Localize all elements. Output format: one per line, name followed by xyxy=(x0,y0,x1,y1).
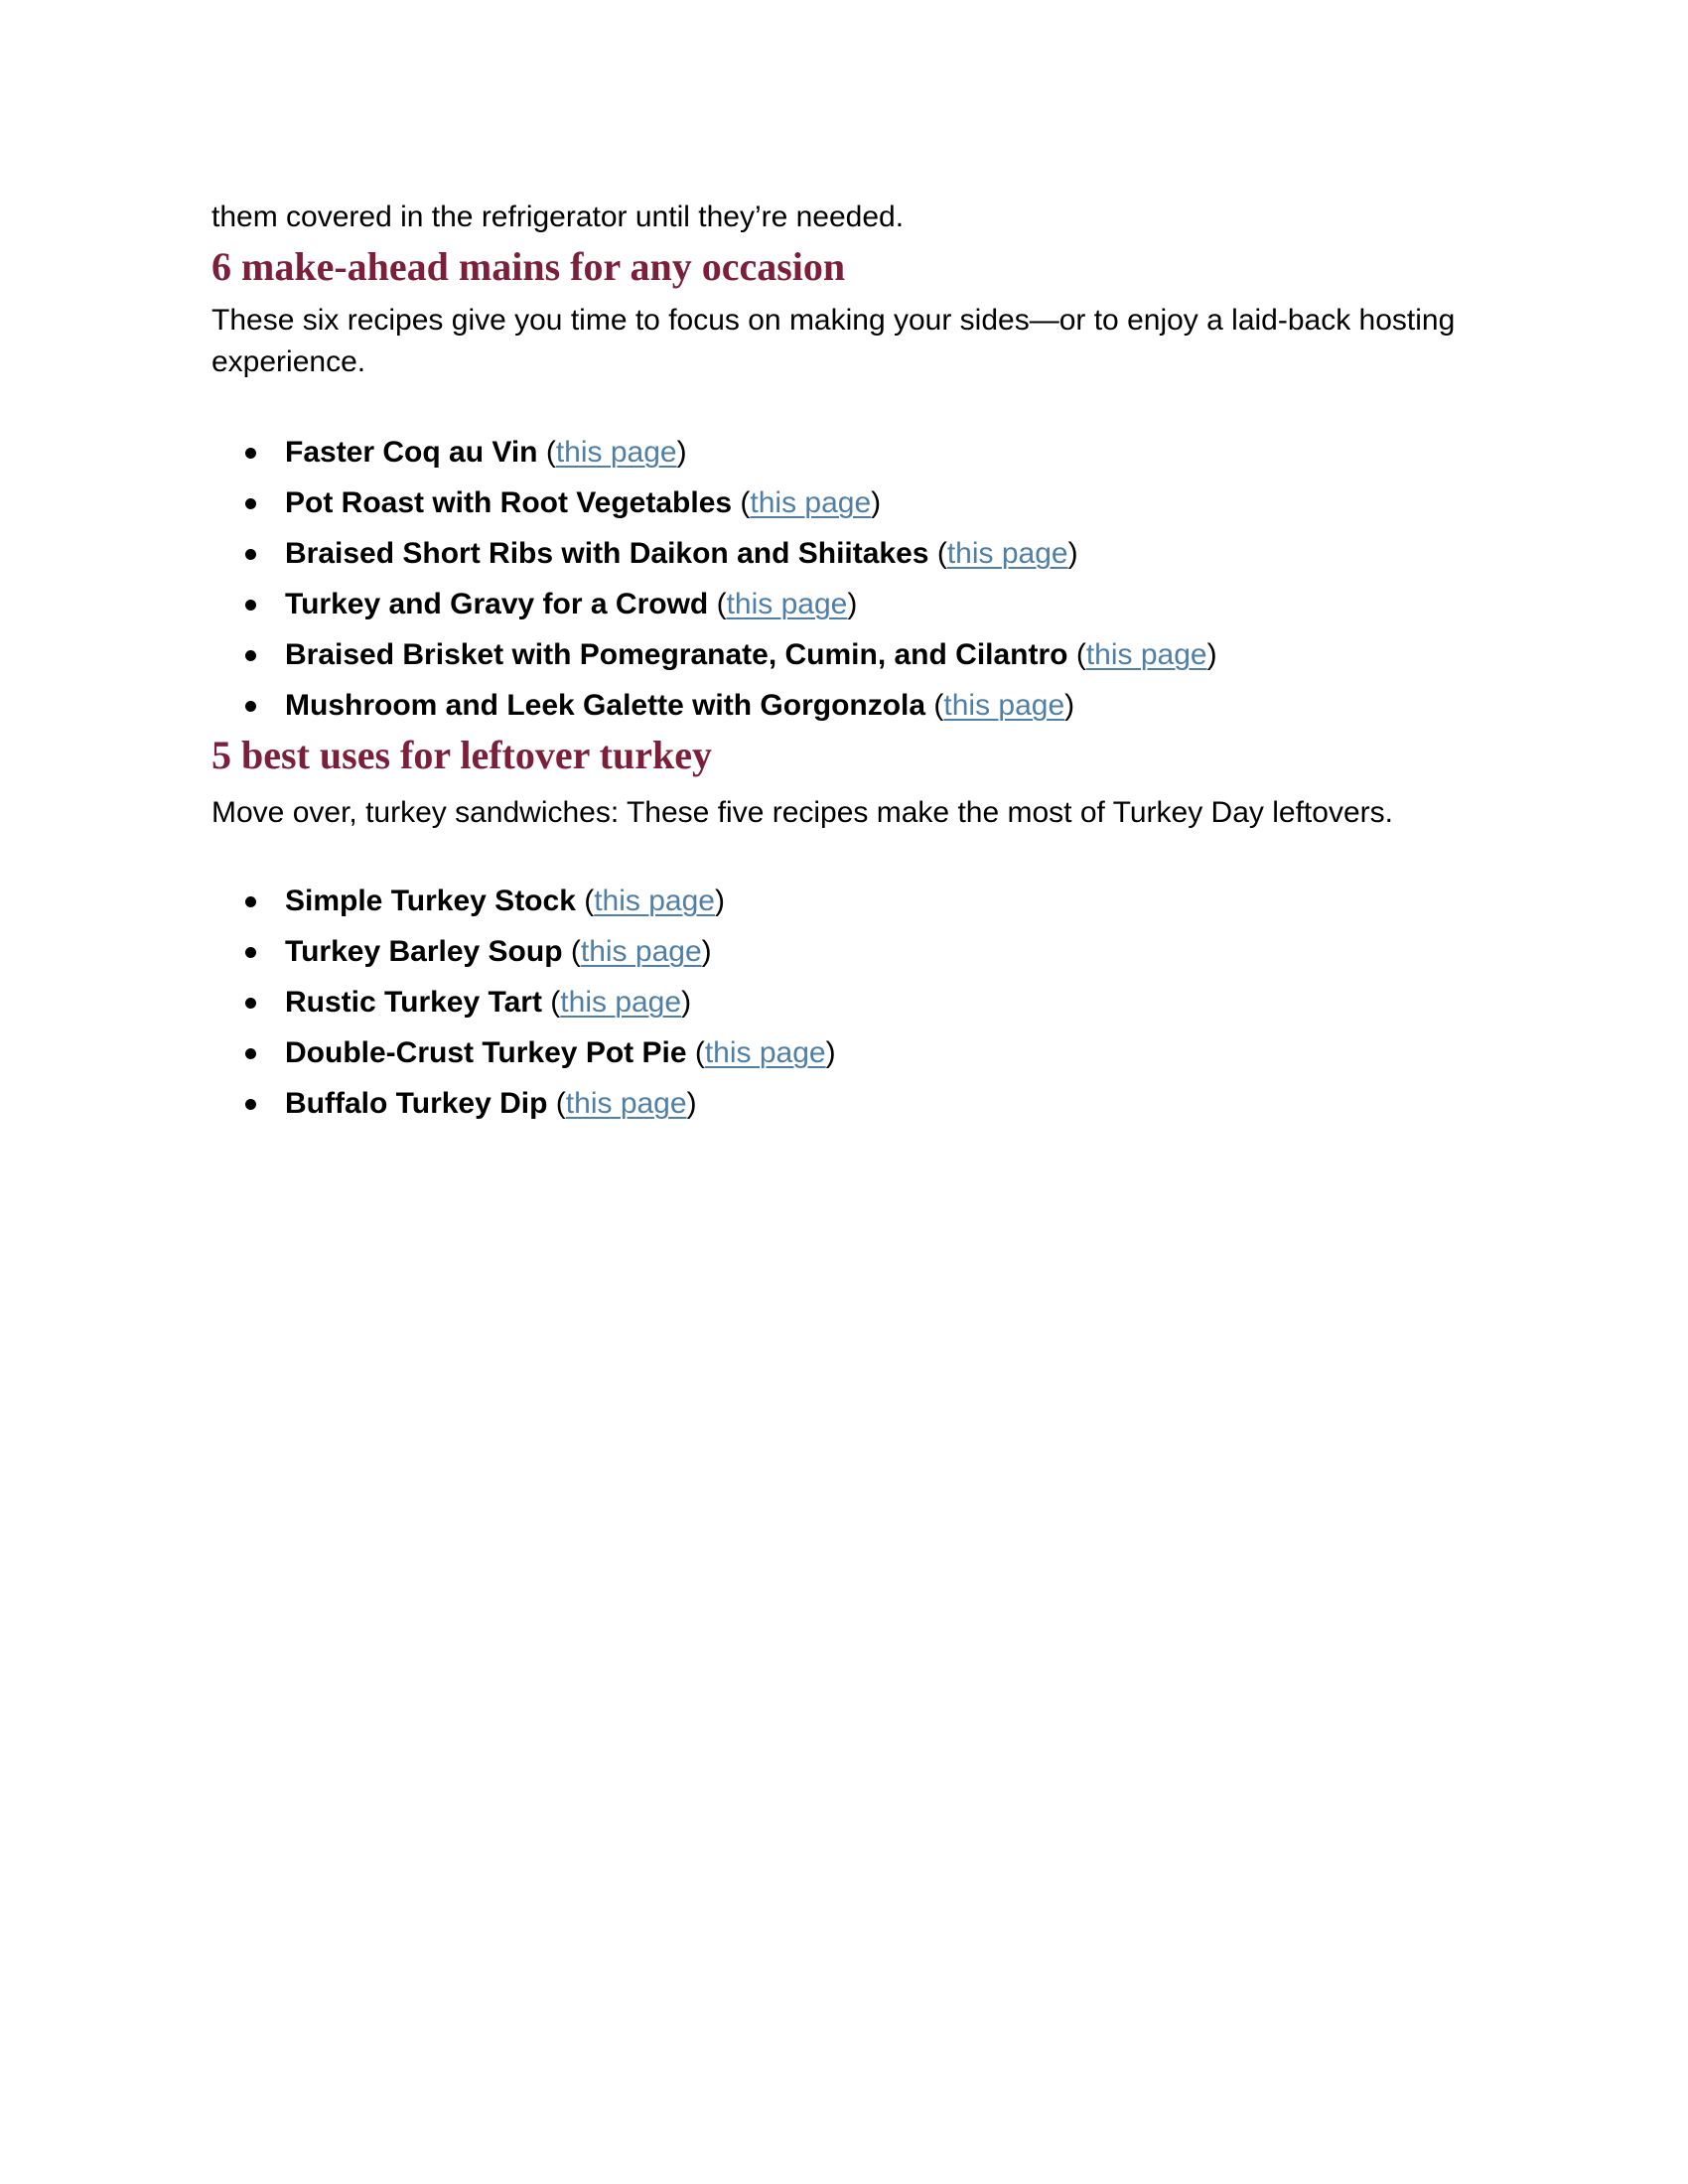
recipe-link[interactable]: this page xyxy=(594,885,715,917)
list-item: Rustic Turkey Tart (this page) xyxy=(211,977,1492,1027)
recipe-title: Buffalo Turkey Dip xyxy=(285,1087,548,1120)
recipe-title: Pot Roast with Root Vegetables xyxy=(285,486,733,519)
bullet-icon xyxy=(245,549,256,560)
bullet-icon xyxy=(245,448,256,459)
bullet-icon xyxy=(245,896,256,907)
leftover-turkey-list xyxy=(211,876,1492,1129)
recipe-link[interactable]: this page xyxy=(1085,638,1207,671)
recipe-link[interactable]: this page xyxy=(580,935,702,968)
recipe-title: Mushroom and Leek Galette with Gorgonzola xyxy=(285,689,926,722)
recipe-link[interactable]: this page xyxy=(704,1036,826,1069)
list-item: Turkey Barley Soup (this page) xyxy=(211,926,1492,977)
list-item: Turkey and Gravy for a Crowd (this page) xyxy=(211,579,1492,629)
list-item: Pot Roast with Root Vegetables (this page) xyxy=(211,478,1492,528)
bullet-icon xyxy=(245,998,256,1009)
recipe-title: Braised Brisket with Pomegranate, Cumin, and Cilantro xyxy=(285,638,1068,671)
section-intro-leftover-turkey: Move over, turkey sandwiches: These five recipes make the most of Turkey Day leftovers. xyxy=(211,796,1393,829)
recipe-link[interactable]: this page xyxy=(943,689,1065,722)
list-item: Braised Brisket with Pomegranate, Cumin, and Cilantro (this page) xyxy=(211,629,1492,680)
section-intro-make-ahead-mains: These six recipes give you time to focus on making your sides—or to enjoy a laid-back hosting experience. xyxy=(211,304,1456,378)
recipe-title: Double-Crust Turkey Pot Pie xyxy=(285,1036,687,1069)
document-page xyxy=(211,197,1492,1129)
bullet-icon xyxy=(245,701,256,712)
recipe-link[interactable]: this page xyxy=(560,986,682,1019)
recipe-link[interactable]: this page xyxy=(555,436,677,469)
recipe-link[interactable]: this page xyxy=(946,537,1068,570)
bullet-icon xyxy=(245,947,256,958)
recipe-title: Turkey and Gravy for a Crowd xyxy=(285,588,709,620)
continued-paragraph: them covered in the refrigerator until they’re needed. xyxy=(211,201,905,233)
bullet-icon xyxy=(245,1099,256,1110)
list-item: Faster Coq au Vin (this page) xyxy=(211,427,1492,478)
recipe-title: Rustic Turkey Tart xyxy=(285,986,542,1019)
recipe-title: Braised Short Ribs with Daikon and Shiitakes xyxy=(285,537,929,570)
bullet-icon xyxy=(245,650,256,661)
bullet-icon xyxy=(245,600,256,611)
recipe-title: Turkey Barley Soup xyxy=(285,935,563,968)
section-heading-leftover-turkey: 5 best uses for leftover turkey xyxy=(211,733,712,777)
list-item: Double-Crust Turkey Pot Pie (this page) xyxy=(211,1027,1492,1078)
make-ahead-mains-list xyxy=(211,427,1492,731)
list-item: Mushroom and Leek Galette with Gorgonzola (this page) xyxy=(211,680,1492,731)
list-item: Buffalo Turkey Dip (this page) xyxy=(211,1078,1492,1129)
bullet-icon xyxy=(245,498,256,509)
section-heading-make-ahead-mains: 6 make-ahead mains for any occasion xyxy=(211,244,846,289)
list-item: Braised Short Ribs with Daikon and Shiitakes (this page) xyxy=(211,528,1492,579)
recipe-link[interactable]: this page xyxy=(750,486,872,519)
bullet-icon xyxy=(245,1048,256,1059)
recipe-link[interactable]: this page xyxy=(726,588,848,620)
recipe-title: Faster Coq au Vin xyxy=(285,436,538,469)
recipe-link[interactable]: this page xyxy=(565,1087,687,1120)
list-item: Simple Turkey Stock (this page) xyxy=(211,876,1492,926)
recipe-title: Simple Turkey Stock xyxy=(285,885,576,917)
